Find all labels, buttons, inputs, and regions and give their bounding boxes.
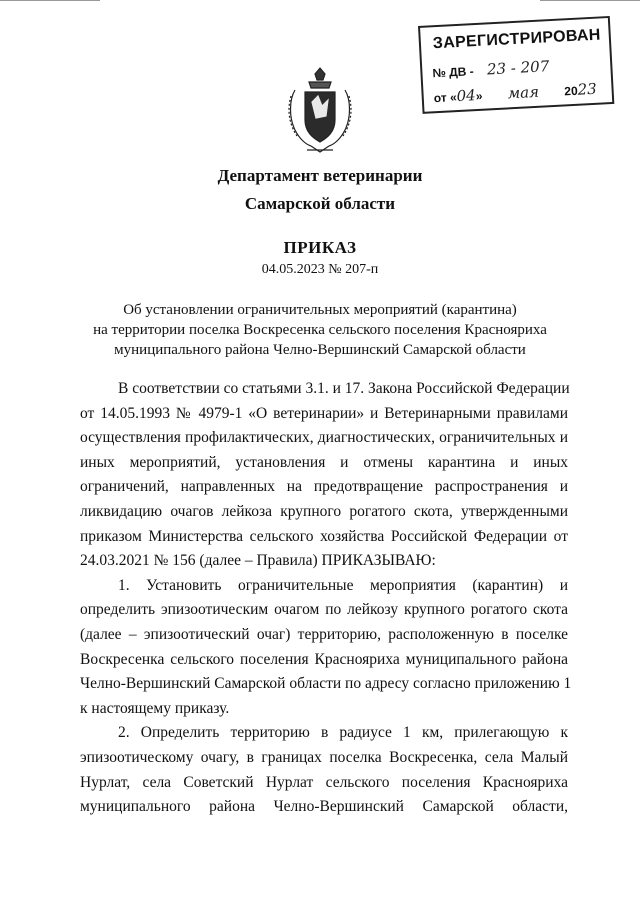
body-line: муниципального района Челно-Вершинский Самарской области, bbox=[80, 798, 568, 816]
corner-mark-right bbox=[540, 0, 640, 7]
subject-line: Об установлении ограничительных мероприятий (карантина) bbox=[123, 302, 517, 318]
department-name-line2: Самарской области bbox=[244, 194, 396, 213]
stamp-date-row bbox=[433, 80, 597, 107]
stamp-number-row bbox=[432, 57, 550, 81]
body-line: 2. Определить территорию в радиусе 1 км, прилегающую к bbox=[118, 724, 568, 742]
body-line: 24.03.2021 № 156 (далее – Правила) ПРИКАЗЫВАЮ: bbox=[80, 552, 436, 570]
stamp-year-handwritten: 23 bbox=[577, 79, 598, 99]
stamp-registered-label: ЗАРЕГИСТРИРОВАН bbox=[432, 26, 602, 53]
body-line: 1. Установить ограничительные мероприятия (карантин) и bbox=[118, 576, 568, 594]
body-line: ограничений, направленных на предотвращение распространения и bbox=[80, 478, 568, 496]
body-line: Челно-Вершинский Самарской области по адресу согласно приложению 1 bbox=[80, 675, 572, 693]
body-line: эпизоотическому очагу, в границах поселка Воскресенка, села Малый bbox=[80, 748, 568, 766]
body-line: осуществления профилактических, диагностических, ограничительных и bbox=[80, 429, 568, 447]
body-line: (далее – эпизоотический очаг) территорию, расположенную в поселке bbox=[80, 625, 568, 643]
body-line: к настоящему приказу. bbox=[80, 699, 230, 717]
stamp-month-handwritten: мая bbox=[507, 82, 540, 103]
coat-of-arms-emblem bbox=[285, 66, 355, 156]
stamp-year-prefix: 20 bbox=[563, 83, 579, 99]
stamp-day-close: » bbox=[475, 88, 483, 104]
department-name-line1: Департамент ветеринарии bbox=[217, 166, 423, 185]
body-line: В соответствии со статьями 3.1. и 17. Закона Российской Федерации bbox=[118, 380, 570, 397]
document-type-title: ПРИКАЗ bbox=[283, 238, 357, 257]
body-line: иных мероприятий, установления и отмены карантина и иных bbox=[80, 453, 568, 471]
body-line: Нурлат, села Советский Нурлат сельского поселения Краснояриха bbox=[80, 773, 568, 791]
body-line: определить эпизоотическим очагом по лейкозу крупного рогатого скота bbox=[80, 601, 568, 619]
subject-line: муниципального района Челно-Вершинский Самарской области bbox=[114, 342, 526, 358]
stamp-number-prefix: № ДВ - bbox=[432, 64, 475, 81]
stamp-number-handwritten: 23 - 207 bbox=[486, 57, 550, 79]
document-body bbox=[80, 377, 572, 820]
subject-line: на территории поселка Воскресенка сельского поселения Краснояриха bbox=[93, 322, 547, 338]
body-line: от 14.05.1993 № 4979-1 «О ветеринарии» и Ветеринарными правилами bbox=[80, 404, 568, 422]
document-subject bbox=[0, 300, 640, 360]
body-line: ликвидацию очагов лейкоза крупного рогатого скота, утвержденными bbox=[80, 502, 568, 520]
body-line: приказом Министерства сельского хозяйства Российской Федерации от bbox=[80, 527, 568, 545]
stamp-date-prefix: от « bbox=[433, 90, 458, 106]
registration-stamp bbox=[418, 16, 614, 114]
document-date-number: 04.05.2023 № 207-п bbox=[261, 262, 379, 277]
stamp-day-handwritten: 04 bbox=[456, 86, 477, 106]
body-line: Воскресенка сельского поселения Краснояриха муниципального района bbox=[80, 650, 568, 668]
corner-mark-left bbox=[0, 0, 100, 7]
